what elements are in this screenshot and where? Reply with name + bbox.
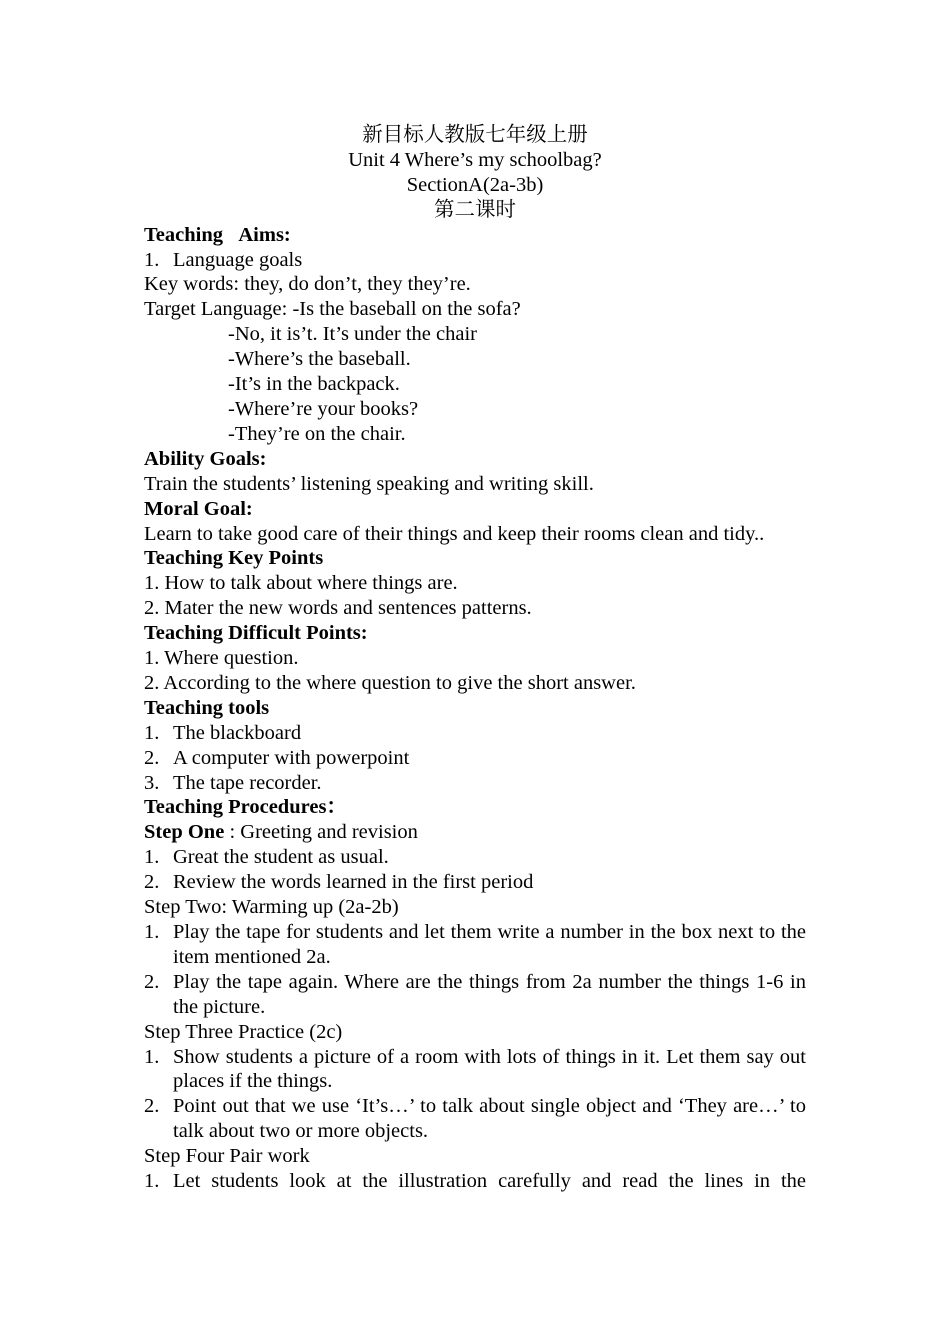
list-text: Language goals [173,248,303,271]
procedures-heading: Teaching Procedures： [144,796,347,819]
list-text: The tape recorder. [173,771,322,794]
list-item [144,771,806,796]
list-text: Great the student as usual. [173,846,389,869]
list-number: 1. [144,921,160,943]
list-number: 1. [144,721,160,744]
language-goals-item [144,248,806,273]
document-page [144,123,806,1194]
key-words: Key words: they, do don’t, they they’re. [144,273,471,296]
list-number: 1. [144,248,160,271]
list-item: 2. Mater the new words and sentences patterns. [144,597,532,620]
list-number: 1. [144,1045,160,1068]
list-number: 2. [144,871,160,894]
list-item [144,1169,806,1194]
step-one-title: Step One [144,821,225,844]
list-number: 1. [144,846,160,869]
list-item [144,1094,806,1144]
list-item [144,845,806,870]
dialogue-line: -It’s in the backpack. [228,373,400,396]
dialogue-line: -Where’re your books? [228,397,419,420]
list-text: A computer with powerpoint [173,746,410,769]
list-text: Play the tape again. Where are the things from 2a number the things 1-6 in the picture. [173,970,806,1018]
ability-heading: Ability Goals: [144,447,267,470]
dialogue-line: -Where’s the baseball. [228,348,411,371]
list-text: Show students a picture of a room with lots of things in it. Let them say out places if the things. [173,1045,806,1093]
unit-title: Unit 4 Where’s my schoolbag? [348,148,602,171]
moral-heading: Moral Goal: [144,497,253,520]
list-text: Point out that we use ‘It’s…’ to talk about single object and ‘They are…’ to talk about two or more objects. [173,1095,806,1143]
aims-heading: Teaching Aims: [144,223,291,246]
list-number: 1. [144,1170,160,1193]
step-one-subtitle: : Greeting and revision [224,821,418,844]
list-number: 3. [144,771,160,794]
difficult-points-heading: Teaching Difficult Points: [144,622,368,645]
list-item [144,746,806,771]
lesson-title: 第二课时 [434,198,516,221]
step-three-heading: Step Three Practice (2c) [144,1020,343,1043]
list-item [144,920,806,970]
list-item: 1. How to talk about where things are. [144,572,458,595]
tools-heading: Teaching tools [144,696,270,719]
list-text: Play the tape for students and let them write a number in the box next to the item mentioned 2a. [173,921,806,968]
step-two-heading: Step Two: Warming up (2a-2b) [144,896,399,919]
list-number: 2. [144,746,160,769]
list-item: 2. According to the where question to give the short answer. [144,671,636,694]
step-one-heading [144,820,806,845]
list-text: Review the words learned in the first period [173,871,534,894]
list-item [144,970,806,1020]
series-title: 新目标人教版七年级上册 [362,124,588,146]
list-number: 2. [144,1095,160,1118]
list-item [144,721,806,746]
target-language: Target Language: -Is the baseball on the sofa? [144,298,521,321]
list-number: 2. [144,970,160,993]
key-points-heading: Teaching Key Points [144,547,324,570]
section-title: SectionA(2a-3b) [406,173,544,196]
list-item [144,870,806,895]
moral-text: Learn to take good care of their things and keep their rooms clean and tidy.. [144,522,765,545]
dialogue-line: -They’re on the chair. [228,422,406,445]
list-item: 1. Where question. [144,647,299,670]
dialogue-line: -No, it is’t. It’s under the chair [228,323,477,346]
list-text: Let students look at the illustration carefully and read the lines in the [173,1170,806,1193]
list-item [144,1045,806,1095]
list-text: The blackboard [173,721,302,744]
ability-text: Train the students’ listening speaking and writing skill. [144,472,594,495]
step-four-heading: Step Four Pair work [144,1145,310,1168]
